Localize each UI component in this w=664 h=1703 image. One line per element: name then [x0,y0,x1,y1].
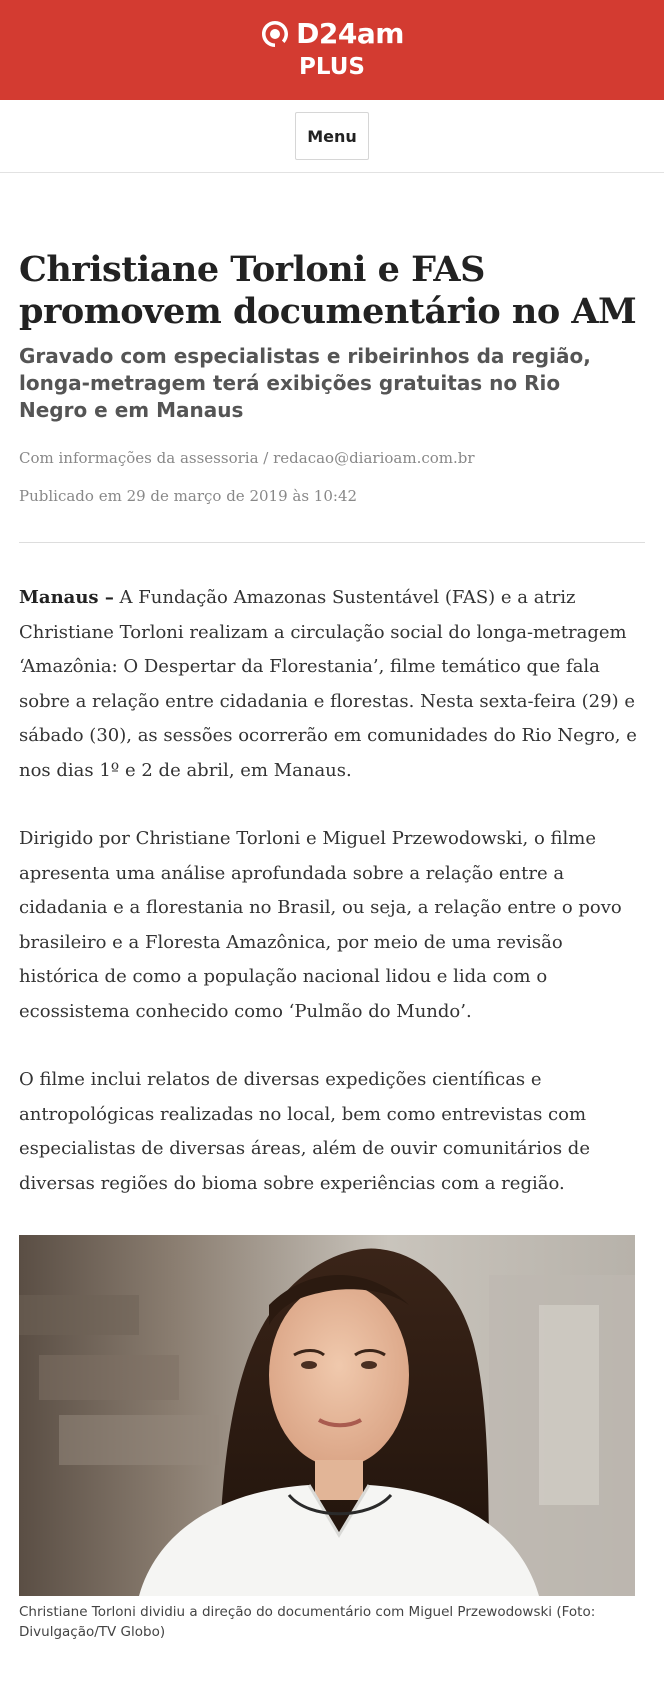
dateline: Manaus – [19,587,114,608]
article-published-date: Publicado em 29 de março de 2019 às 10:42 [19,487,358,505]
article-photo[interactable] [19,1235,635,1596]
nav-bar [0,100,664,173]
article-body [19,581,645,1201]
menu-button[interactable]: Menu [295,112,369,160]
article-figure [19,1235,635,1642]
paragraph: O filme inclui relatos de diversas expedições científicas e antropológicas realizadas no local, bem como entrevistas com especialistas de diversas áreas, além de ouvir comunitários de diversas regiões do bioma sobre experiências com a região. [19,1069,590,1194]
article [0,249,664,1642]
paragraph [19,581,645,788]
divider [19,542,645,543]
site-header [0,0,664,100]
logo-subtitle: PLUS [299,54,365,80]
location-pin-icon [260,19,290,49]
article-title: Christiane Torloni e FAS promovem documentário no AM [19,249,637,332]
logo-text: D24am [296,17,404,50]
site-logo[interactable] [260,18,404,50]
paragraph-text: A Fundação Amazonas Sustentável (FAS) e a atriz Christiane Torloni realizam a circulação social do longa-metragem ‘Amazônia: O Despertar da Florestania’, filme temático que fala sobre a relação entre cidadania e florestas. Nesta sexta-feira (29) e sábado (30), as sessões ocorrerão em comunidades do Rio Negro, e nos dias 1º e 2 de abril, em Manaus. [19,587,637,781]
image-caption: Christiane Torloni dividiu a direção do documentário com Miguel Przewodowski (Foto: Divulgação/TV Globo) [19,1604,596,1640]
article-author: Com informações da assessoria / redacao@diarioam.com.br [19,449,475,467]
article-subtitle: Gravado com especialistas e ribeirinhos da região, longa-metragem terá exibições gratuitas no Rio Negro e em Manaus [19,344,591,422]
paragraph: Dirigido por Christiane Torloni e Miguel Przewodowski, o filme apresenta uma análise aprofundada sobre a relação entre a cidadania e a florestania no Brasil, ou seja, a relação entre o povo brasileiro e a Floresta Amazônica, por meio de uma revisão histórica de como a população nacional lidou e lida com o ecossistema conhecido como ‘Pulmão do Mundo’. [19,828,622,1022]
